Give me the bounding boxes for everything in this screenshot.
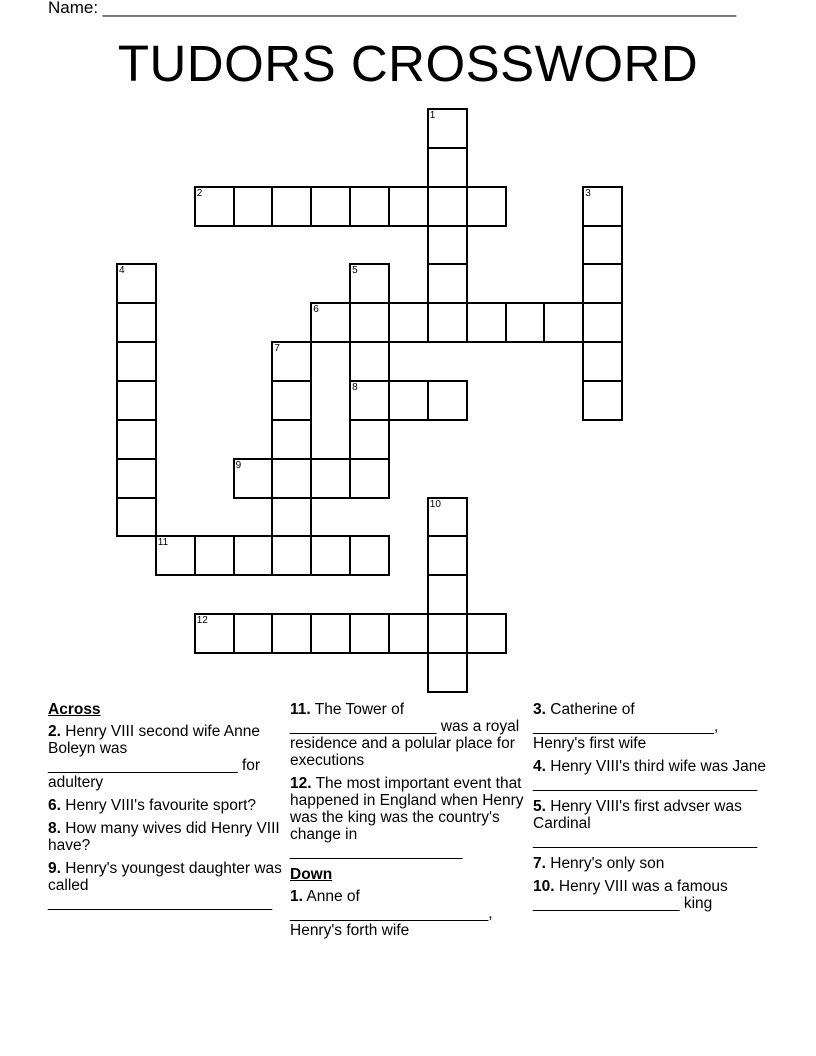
crossword-cell[interactable] bbox=[233, 535, 274, 576]
crossword-cell[interactable] bbox=[388, 186, 429, 227]
clue-text: Henry VIII second wife Anne Boleyn was ______________________ for adultery bbox=[48, 723, 261, 791]
crossword-cell[interactable] bbox=[194, 613, 235, 654]
clue-text: The Tower of _________________ was a royal residence and a polular place for executions bbox=[290, 701, 520, 769]
crossword-cell[interactable] bbox=[582, 380, 623, 421]
crossword-cell[interactable] bbox=[155, 535, 196, 576]
clue-text: Anne of _______________________, Henry's forth wife bbox=[290, 888, 493, 939]
clue-text: Henry's only son bbox=[545, 855, 665, 872]
crossword-cell[interactable] bbox=[349, 380, 390, 421]
crossword-cell[interactable] bbox=[233, 613, 274, 654]
clue-number: 2. bbox=[48, 723, 61, 740]
clue-number: 6. bbox=[48, 797, 61, 814]
clue-number: 9. bbox=[48, 860, 61, 877]
clue-down-10 bbox=[533, 878, 773, 912]
crossword-cell[interactable] bbox=[349, 263, 390, 304]
clue-across-2 bbox=[48, 723, 283, 791]
crossword-cell[interactable] bbox=[194, 535, 235, 576]
crossword-cell[interactable] bbox=[427, 108, 468, 149]
crossword-cell[interactable] bbox=[427, 225, 468, 266]
crossword-cell[interactable] bbox=[349, 186, 390, 227]
clue-text: Henry's youngest daughter was called __________________________ bbox=[48, 860, 282, 911]
clue-down-4 bbox=[533, 758, 773, 792]
crossword-cell[interactable] bbox=[427, 652, 468, 693]
crossword-cell[interactable] bbox=[427, 380, 468, 421]
clue-number: 4. bbox=[533, 758, 546, 775]
clue-across-9 bbox=[48, 860, 283, 911]
cell-number: 9 bbox=[235, 459, 242, 471]
crossword-cell[interactable] bbox=[271, 380, 312, 421]
crossword-cell[interactable] bbox=[310, 613, 351, 654]
cell-number: 3 bbox=[585, 187, 591, 199]
across-heading: Across bbox=[48, 701, 101, 718]
clue-text: Henry VIII's third wife was Jane __________________________ bbox=[533, 758, 766, 792]
crossword-cell[interactable] bbox=[271, 341, 312, 382]
crossword-cell[interactable] bbox=[116, 458, 157, 499]
crossword-cell[interactable] bbox=[582, 302, 623, 343]
cell-number: 4 bbox=[119, 265, 125, 277]
clue-down-3 bbox=[533, 701, 773, 752]
clue-down-5 bbox=[533, 798, 773, 849]
clue-text: Henry VIII's first advser was Cardinal __________________________ bbox=[533, 798, 758, 849]
clue-number: 1. bbox=[290, 888, 303, 905]
crossword-cell[interactable] bbox=[116, 380, 157, 421]
crossword-cell[interactable] bbox=[349, 341, 390, 382]
crossword-cell[interactable] bbox=[271, 458, 312, 499]
clue-text: Catherine of _____________________, Henry's first wife bbox=[533, 701, 719, 752]
crossword-cell[interactable] bbox=[388, 380, 429, 421]
clue-across-6 bbox=[48, 797, 283, 814]
crossword-cell[interactable] bbox=[466, 613, 507, 654]
clue-text: Henry VIII's favourite sport? bbox=[60, 797, 257, 814]
crossword-cell[interactable] bbox=[427, 186, 468, 227]
crossword-cell[interactable] bbox=[233, 186, 274, 227]
clue-across-12 bbox=[290, 775, 528, 860]
crossword-cell[interactable] bbox=[427, 535, 468, 576]
clue-text: The most important event that happened in England when Henry was the king was the country's change in ____________________ bbox=[290, 775, 524, 860]
clue-across-11 bbox=[290, 701, 528, 769]
clues-column-1 bbox=[48, 701, 283, 917]
clue-number: 8. bbox=[48, 820, 61, 837]
page-title: TUDORS CROSSWORD bbox=[117, 35, 699, 92]
crossword-cell[interactable] bbox=[116, 497, 157, 538]
crossword-cell[interactable] bbox=[310, 186, 351, 227]
crossword-cell[interactable] bbox=[116, 419, 157, 460]
crossword-cell[interactable] bbox=[505, 302, 546, 343]
crossword-cell[interactable] bbox=[349, 535, 390, 576]
crossword-cell[interactable] bbox=[388, 302, 429, 343]
crossword-cell[interactable] bbox=[310, 458, 351, 499]
crossword-cell[interactable] bbox=[349, 458, 390, 499]
clues-column-2 bbox=[290, 701, 528, 945]
crossword-cell[interactable] bbox=[310, 535, 351, 576]
crossword-cell[interactable] bbox=[427, 263, 468, 304]
clue-number: 7. bbox=[533, 855, 546, 872]
cell-number: 5 bbox=[352, 265, 358, 277]
crossword-cell[interactable] bbox=[349, 613, 390, 654]
crossword-cell[interactable] bbox=[271, 186, 312, 227]
crossword-cell[interactable] bbox=[116, 341, 157, 382]
clue-number: 5. bbox=[533, 798, 546, 815]
cell-number: 11 bbox=[157, 537, 169, 549]
clue-number: 10. bbox=[533, 878, 555, 895]
crossword-cell[interactable] bbox=[116, 263, 157, 304]
crossword-cell[interactable] bbox=[310, 302, 351, 343]
crossword-cell[interactable] bbox=[271, 535, 312, 576]
clue-text: How many wives did Henry VIII have? bbox=[48, 820, 280, 854]
crossword-cell[interactable] bbox=[271, 613, 312, 654]
crossword-cell[interactable] bbox=[582, 341, 623, 382]
cell-number: 2 bbox=[196, 187, 203, 199]
crossword-cell[interactable] bbox=[582, 263, 623, 304]
crossword-cell[interactable] bbox=[582, 225, 623, 266]
clue-across-8 bbox=[48, 820, 283, 854]
crossword-cell[interactable] bbox=[194, 186, 235, 227]
clue-down-7 bbox=[533, 855, 773, 872]
clue-number: 11. bbox=[290, 701, 311, 718]
crossword-cell[interactable] bbox=[271, 497, 312, 538]
crossword-cell[interactable] bbox=[582, 186, 623, 227]
crossword-cell[interactable] bbox=[427, 497, 468, 538]
crossword-cell[interactable] bbox=[427, 574, 468, 615]
cell-number: 10 bbox=[429, 498, 441, 510]
name-field[interactable]: Name: ___________________________________________________________________ bbox=[48, 0, 737, 17]
crossword-cell[interactable] bbox=[271, 419, 312, 460]
clue-text: Henry VIII was a famous _________________ king bbox=[533, 878, 728, 912]
crossword-cell[interactable] bbox=[233, 458, 274, 499]
crossword-cell[interactable] bbox=[427, 613, 468, 654]
crossword-cell[interactable] bbox=[349, 302, 390, 343]
clue-down-1 bbox=[290, 888, 528, 939]
clue-number: 3. bbox=[533, 701, 546, 718]
cell-number: 6 bbox=[313, 304, 319, 316]
crossword-cell[interactable] bbox=[466, 186, 507, 227]
cell-number: 8 bbox=[352, 381, 358, 393]
cell-number: 12 bbox=[196, 615, 208, 626]
crossword-cell[interactable] bbox=[427, 302, 468, 343]
clue-number: 12. bbox=[290, 775, 312, 792]
crossword-cell[interactable] bbox=[116, 302, 157, 343]
clues-column-3 bbox=[533, 701, 773, 918]
crossword-cell[interactable] bbox=[543, 302, 584, 343]
cell-number: 7 bbox=[274, 343, 280, 355]
cell-number: 1 bbox=[429, 110, 436, 121]
crossword-cell[interactable] bbox=[349, 419, 390, 460]
down-heading: Down bbox=[290, 866, 333, 883]
crossword-cell[interactable] bbox=[427, 147, 468, 188]
crossword-cell[interactable] bbox=[466, 302, 507, 343]
crossword-cell[interactable] bbox=[388, 613, 429, 654]
